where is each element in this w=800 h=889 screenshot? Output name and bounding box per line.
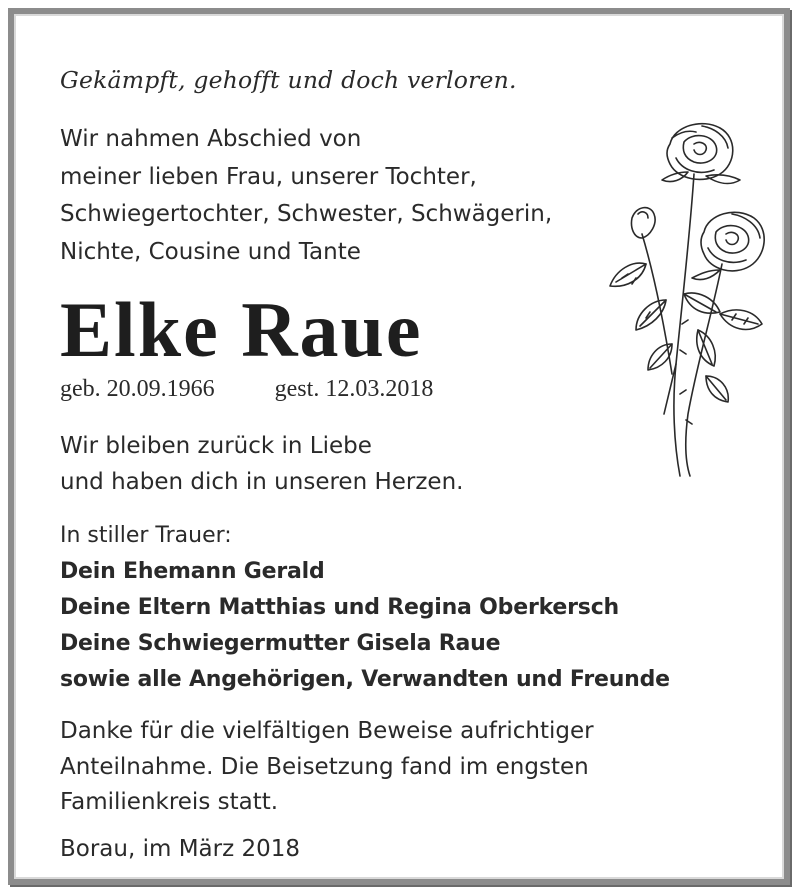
mourner-line: Deine Schwiegermutter Gisela Raue xyxy=(60,631,501,656)
roses-icon xyxy=(602,114,772,484)
mourners-block xyxy=(60,518,670,698)
thanks-text xyxy=(60,714,594,821)
intro-line: meiner lieben Frau, unserer Tochter, xyxy=(60,163,477,190)
mourner-line: Dein Ehemann Gerald xyxy=(60,559,325,584)
thanks-line: Familienkreis statt. xyxy=(60,789,279,815)
mourner-line: sowie alle Angehörigen, Verwandten und Freunde xyxy=(60,667,670,692)
intro-text xyxy=(60,121,552,271)
notice-frame xyxy=(8,8,790,885)
intro-line: Wir nahmen Abschied von xyxy=(60,126,362,152)
life-dates xyxy=(60,376,433,403)
intro-line: Nichte, Cousine und Tante xyxy=(60,238,361,265)
mourner-line: Deine Eltern Matthias und Regina Oberkersch xyxy=(60,595,619,620)
intro-line: Schwiegertochter, Schwester, Schwägerin, xyxy=(60,201,553,227)
birth-date: geb. 20.09.1966 xyxy=(60,376,215,402)
deceased-name: Elke Raue xyxy=(60,286,423,373)
farewell-line: und haben dich in unseren Herzen. xyxy=(60,469,464,495)
thanks-line: Anteilnahme. Die Beisetzung fand im engsten xyxy=(60,753,589,780)
mourning-label: In stiller Trauer: xyxy=(60,523,232,548)
farewell-text xyxy=(60,428,463,500)
death-date: gest. 12.03.2018 xyxy=(274,376,434,402)
farewell-line: Wir bleiben zurück in Liebe xyxy=(60,433,372,459)
motto: Gekämpft, gehofft und doch verloren. xyxy=(60,66,517,94)
place-date: Borau, im März 2018 xyxy=(60,836,301,862)
thanks-line: Danke für die vielfältigen Beweise aufrichtiger xyxy=(60,718,594,744)
